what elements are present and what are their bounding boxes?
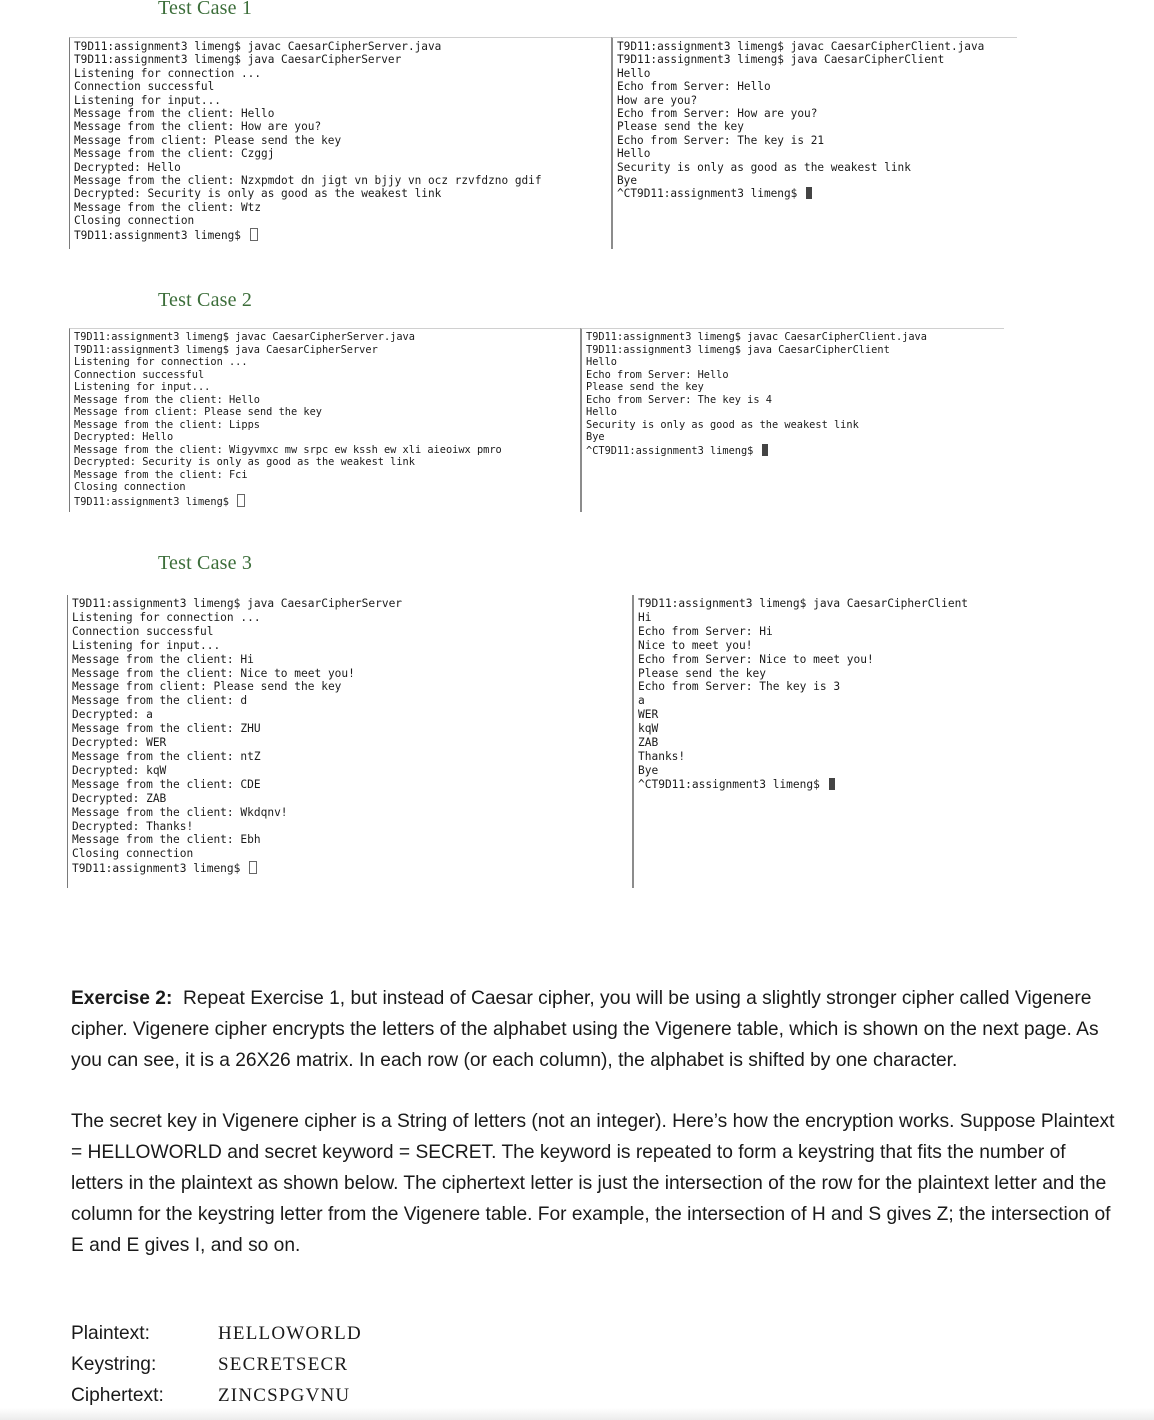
terminal-line-text: Bye (638, 763, 659, 777)
vigenere-example (71, 1323, 362, 1416)
terminal-line-text: Message from the client: Hi (72, 652, 254, 666)
terminal-line-text: Decrypted: Security is only as good as the weakest link (74, 456, 415, 468)
terminal-line (586, 344, 1004, 357)
terminal-line-text: Hello (617, 66, 651, 80)
terminal-line-text: Message from the client: CDE (72, 777, 261, 791)
terminal-line (617, 134, 1017, 147)
test-case-3-client-terminal (632, 595, 1032, 888)
test-case-1-heading: Test Case 1 (158, 0, 253, 19)
exercise-paragraph-2: The secret key in Vigenere cipher is a String of letters (not an integer). Here’s how the encryption works. Suppose Plaintext = HELLOWORLD and secret keyword = SECRET. The keyword is repeated to form a keystring that fits the number of letters in the plaintext as shown below. The ciphertext letter is just the intersection of the row for the plaintext letter and the column for the keystring letter from the Vigenere table. For example, the intersection of H and S gives Z; the intersection of E and E gives I, and so on. (71, 1111, 1115, 1256)
terminal-line-text: Message from the client: ZHU (72, 722, 261, 736)
terminal-line (74, 394, 581, 407)
terminal-line (586, 406, 1004, 419)
exercise-label: Exercise 2: (71, 988, 173, 1009)
terminal-line-text: Connection successful (74, 80, 215, 94)
terminal-line-text: Hello (586, 406, 617, 418)
terminal-line-text: Message from the client: Ebh (72, 833, 261, 847)
terminal-line (72, 639, 633, 653)
terminal-line-text: Message from the client: How are you? (74, 120, 322, 134)
terminal-cursor (806, 187, 812, 199)
terminal-line-text: Message from the client: Hello (74, 107, 275, 121)
terminal-line (638, 653, 1032, 667)
plaintext-row (71, 1323, 362, 1354)
terminal-line-text: T9D11:assignment3 limeng$ java CaesarCipherServer (72, 597, 403, 610)
terminal-output (74, 331, 581, 508)
terminal-line (74, 174, 613, 187)
terminal-output (586, 331, 1004, 457)
terminal-line (72, 736, 633, 750)
terminal-line (74, 356, 581, 369)
terminal-line (72, 694, 633, 708)
terminal-line (74, 369, 581, 382)
terminal-line-text: Listening for connection ... (74, 66, 262, 80)
terminal-line (638, 736, 1032, 750)
test-case-1-client-terminal (611, 37, 1017, 249)
terminal-line (617, 80, 1017, 93)
terminal-line (74, 214, 613, 227)
test-case-2-server-terminal (69, 328, 581, 512)
terminal-line (74, 120, 613, 133)
terminal-line-text: Message from client: Please send the key (74, 406, 322, 418)
terminal-line (72, 806, 633, 820)
terminal-output (638, 597, 1032, 792)
keystring-value: SECRETSECR (218, 1354, 349, 1375)
terminal-line (638, 625, 1032, 639)
terminal-line-text: Message from client: Please send the key (74, 133, 342, 147)
terminal-line (638, 611, 1032, 625)
exercise-paragraph-1-text: Repeat Exercise 1, but instead of Caesar cipher, you will be using a slightly stronger cipher called Vigenere cipher. Vigenere cipher encrypts the letters of the alphabet using the Vigenere table, which is shown on the next page. As you can see, it is a 26X26 matrix. In each row (or each column), the alphabet is shifted by one character. (71, 988, 1099, 1071)
terminal-line-text: Echo from Server: Nice to meet you! (638, 652, 874, 666)
terminal-line (638, 764, 1032, 778)
terminal-line (74, 344, 581, 357)
terminal-line (74, 161, 613, 174)
ciphertext-label: Ciphertext: (71, 1385, 164, 1406)
terminal-line (586, 369, 1004, 382)
plaintext-label: Plaintext: (71, 1323, 150, 1344)
terminal-line (74, 187, 613, 200)
terminal-line (72, 653, 633, 667)
terminal-line (617, 174, 1017, 187)
terminal-line-text: Connection successful (72, 624, 214, 638)
terminal-line (586, 356, 1004, 369)
terminal-line (74, 381, 581, 394)
terminal-line-text: Security is only as good as the weakest link (586, 418, 859, 431)
terminal-line (74, 134, 613, 147)
terminal-line-text: Closing connection (74, 214, 195, 228)
terminal-cursor (829, 778, 835, 790)
terminal-line-text: Hello (586, 356, 617, 368)
terminal-line (72, 667, 633, 681)
terminal-line-text: T9D11:assignment3 limeng$ java CaesarCipherServer (74, 53, 402, 67)
terminal-line (638, 778, 1032, 792)
terminal-line-text: Listening for input... (74, 93, 221, 107)
terminal-line-text: Please send the key (617, 120, 744, 134)
terminal-line (74, 431, 581, 444)
terminal-line-text: Message from the client: Wtz (74, 200, 262, 214)
terminal-output (74, 40, 613, 242)
exercise-2-section (71, 984, 1121, 1261)
terminal-line-text: Echo from Server: Hi (638, 624, 773, 638)
terminal-line (617, 161, 1017, 174)
terminal-line (72, 708, 633, 722)
terminal-cursor (249, 861, 257, 874)
terminal-line (74, 469, 581, 482)
terminal-cursor (237, 494, 245, 507)
terminal-line-text: a (638, 694, 645, 708)
terminal-line (617, 94, 1017, 107)
terminal-line-text: Message from the client: Fci (74, 468, 248, 481)
terminal-line (74, 107, 613, 120)
terminal-line-text: Closing connection (74, 481, 186, 493)
terminal-line (72, 597, 633, 611)
terminal-line (72, 722, 633, 736)
terminal-line-text: Bye (586, 431, 605, 443)
terminal-line-text: How are you? (617, 93, 698, 107)
terminal-line-text: Message from client: Please send the key (72, 680, 342, 694)
terminal-line (617, 107, 1017, 120)
terminal-line (74, 94, 613, 107)
terminal-line-text: Echo from Server: Hello (586, 368, 729, 381)
terminal-line (74, 419, 581, 432)
terminal-line-text: T9D11:assignment3 limeng$ java CaesarCipherClient (617, 53, 945, 67)
terminal-line-text: Decrypted: Hello (74, 160, 181, 174)
terminal-line (638, 694, 1032, 708)
terminal-line-text: Hello (617, 147, 651, 161)
terminal-line (617, 120, 1017, 133)
terminal-line (638, 708, 1032, 722)
terminal-line (74, 331, 581, 344)
test-case-3-server-terminal (67, 595, 633, 888)
terminal-line (586, 431, 1004, 444)
terminal-line-text: Echo from Server: The key is 3 (638, 680, 841, 694)
terminal-line-text: Echo from Server: The key is 4 (586, 393, 772, 406)
terminal-line (74, 228, 613, 242)
page-bottom-edge (0, 1408, 1154, 1420)
terminal-line (586, 444, 1004, 458)
terminal-line (617, 147, 1017, 160)
terminal-line-text: Echo from Server: Hello (617, 80, 771, 94)
terminal-output (617, 40, 1017, 201)
terminal-line-text: T9D11:assignment3 limeng$ (74, 495, 236, 508)
terminal-line-text: ^CT9D11:assignment3 limeng$ (638, 777, 827, 791)
terminal-line (74, 494, 581, 509)
ciphertext-value: ZINCSPGVNU (218, 1385, 351, 1406)
terminal-output (72, 597, 633, 876)
terminal-line-text: T9D11:assignment3 limeng$ java CaesarCipherClient (638, 597, 969, 610)
terminal-line-text: Message from the client: ntZ (72, 749, 261, 763)
terminal-line (617, 67, 1017, 80)
terminal-line-text: ^CT9D11:assignment3 limeng$ (586, 444, 760, 457)
terminal-line (74, 406, 581, 419)
terminal-line (586, 394, 1004, 407)
terminal-line-text: Please send the key (586, 381, 704, 393)
terminal-line (586, 381, 1004, 394)
terminal-line (72, 680, 633, 694)
terminal-line (74, 481, 581, 494)
terminal-line (74, 67, 613, 80)
terminal-line (72, 750, 633, 764)
terminal-line-text: Message from the client: Lipps (74, 418, 260, 431)
terminal-line-text: ZAB (638, 736, 659, 750)
terminal-line-text: Decrypted: Security is only as good as the weakest link (74, 187, 442, 201)
terminal-line (72, 792, 633, 806)
terminal-line-text: Listening for connection ... (74, 356, 248, 368)
terminal-line (72, 833, 633, 847)
terminal-line-text: Echo from Server: The key is 21 (617, 133, 825, 147)
terminal-line-text: T9D11:assignment3 limeng$ javac CaesarCipherClient.java (586, 331, 927, 343)
terminal-line (617, 187, 1017, 200)
terminal-line (638, 639, 1032, 653)
terminal-line-text: Message from the client: d (72, 694, 248, 708)
terminal-line-text: T9D11:assignment3 limeng$ java CaesarCipherClient (586, 343, 890, 356)
test-case-2-client-terminal (580, 328, 1004, 512)
test-case-3-heading: Test Case 3 (158, 552, 253, 574)
terminal-line (72, 611, 633, 625)
terminal-line (74, 80, 613, 93)
terminal-line-text: Listening for input... (72, 638, 221, 652)
plaintext-value: HELLOWORLD (218, 1323, 362, 1344)
terminal-line-text: Message from the client: Nzxpmdot dn jigt vn bjjy vn ocz rzvfdzno gdif (74, 174, 542, 188)
terminal-line-text: Security is only as good as the weakest link (617, 160, 911, 174)
terminal-line-text: kqW (638, 722, 659, 736)
terminal-line-text: Please send the key (638, 666, 766, 680)
terminal-line-text: Decrypted: WER (72, 736, 167, 750)
terminal-line-text: T9D11:assignment3 limeng$ javac CaesarCipherClient.java (617, 40, 985, 53)
terminal-line (74, 53, 613, 66)
terminal-line-text: Decrypted: Thanks! (72, 819, 194, 833)
test-case-2-heading: Test Case 2 (158, 289, 253, 311)
terminal-line-text: ^CT9D11:assignment3 limeng$ (617, 187, 805, 201)
terminal-line (72, 625, 633, 639)
terminal-line-text: Thanks! (638, 749, 686, 763)
terminal-line-text: Nice to meet you! (638, 638, 753, 652)
keystring-row (71, 1354, 362, 1385)
terminal-line (74, 201, 613, 214)
terminal-line-text: T9D11:assignment3 limeng$ java CaesarCipherServer (74, 343, 378, 356)
terminal-cursor (250, 228, 258, 241)
terminal-line-text: Message from the client: Wigyvmxc mw srpc ew kssh ew xli aieoiwx pmro (74, 443, 502, 456)
terminal-line-text: Decrypted: a (72, 708, 153, 722)
terminal-line-text: WER (638, 708, 659, 722)
terminal-line-text: Listening for input... (74, 381, 211, 393)
terminal-line-text: Closing connection (72, 847, 194, 861)
terminal-line (74, 456, 581, 469)
terminal-line (638, 722, 1032, 736)
terminal-line (72, 820, 633, 834)
terminal-line (74, 444, 581, 457)
terminal-line (74, 147, 613, 160)
terminal-line (74, 40, 613, 53)
terminal-line (586, 419, 1004, 432)
terminal-line (638, 667, 1032, 681)
terminal-line-text: Decrypted: Hello (74, 431, 174, 443)
terminal-line-text: Message from the client: Nice to meet you! (72, 666, 355, 680)
terminal-line-text: T9D11:assignment3 limeng$ javac CaesarCipherServer.java (74, 331, 415, 343)
keystring-label: Keystring: (71, 1354, 157, 1375)
terminal-line (638, 680, 1032, 694)
terminal-line-text: Decrypted: ZAB (72, 791, 167, 805)
terminal-line-text: Bye (617, 174, 638, 188)
terminal-line (72, 861, 633, 876)
terminal-line-text: T9D11:assignment3 limeng$ javac CaesarCipherServer.java (74, 40, 442, 53)
test-case-1-server-terminal (69, 37, 613, 249)
terminal-line (72, 764, 633, 778)
terminal-line (72, 847, 633, 861)
terminal-line-text: Echo from Server: How are you? (617, 107, 818, 121)
terminal-line-text: Message from the client: Hello (74, 393, 260, 406)
exercise-paragraph-1 (71, 984, 1121, 1076)
terminal-line (617, 53, 1017, 66)
terminal-line (638, 597, 1032, 611)
terminal-line-text: Message from the client: Czggj (74, 147, 275, 161)
terminal-line (638, 750, 1032, 764)
terminal-line-text: Connection successful (74, 368, 205, 381)
terminal-line-text: Listening for connection ... (72, 610, 261, 624)
terminal-line-text: Message from the client: Wkdqnv! (72, 805, 288, 819)
terminal-line (617, 40, 1017, 53)
terminal-line (72, 778, 633, 792)
terminal-line-text: T9D11:assignment3 limeng$ (74, 228, 248, 242)
terminal-line (586, 331, 1004, 344)
terminal-line-text: Decrypted: kqW (72, 763, 167, 777)
terminal-line-text: Hi (638, 610, 652, 624)
terminal-cursor (762, 444, 768, 456)
terminal-line-text: T9D11:assignment3 limeng$ (72, 862, 248, 876)
